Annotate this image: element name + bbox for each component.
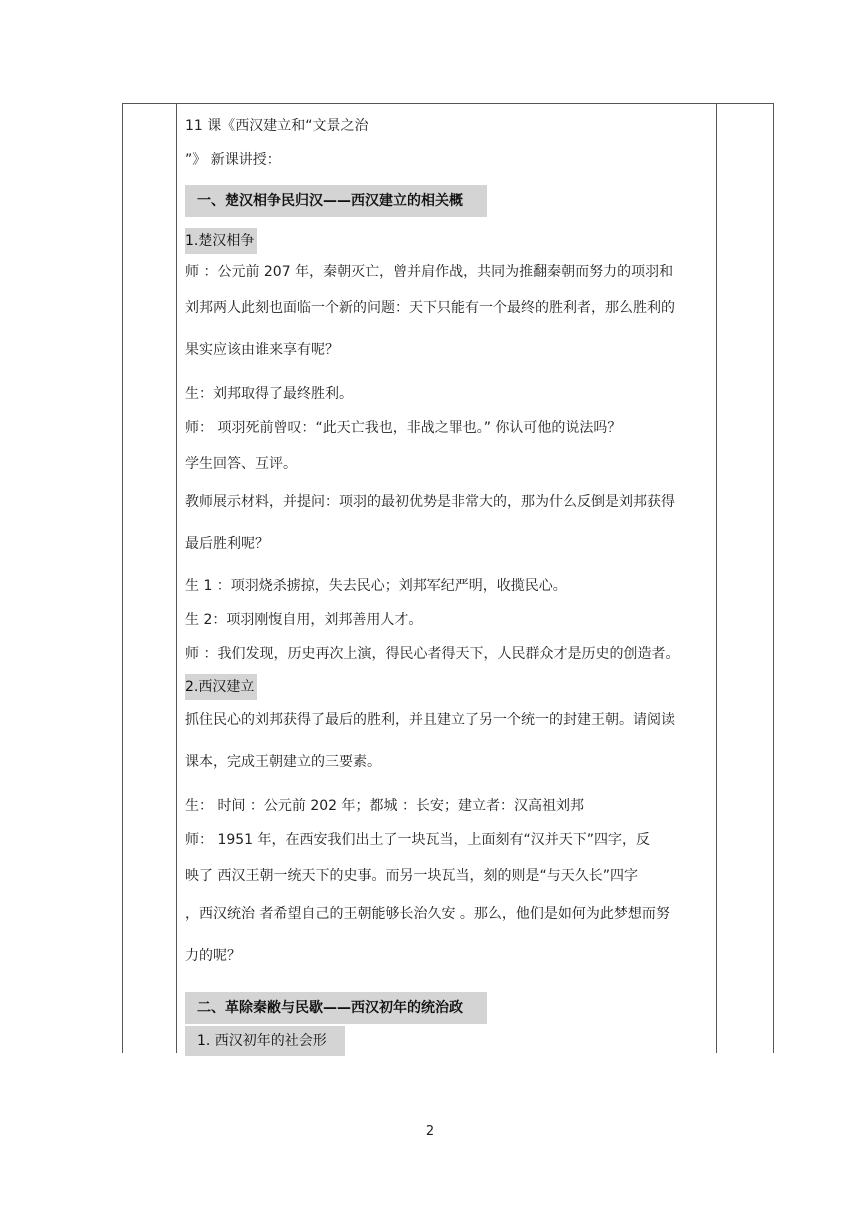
table-left-border xyxy=(122,103,123,1053)
paragraph-line: 课本，完成王朝建立的三要素。 xyxy=(185,754,381,770)
paragraph-line: 师： 1951 年，在西安我们出土了一块瓦当，上面刻有“汉并天下”四字，反 xyxy=(185,832,651,848)
table-right-border xyxy=(773,103,774,1053)
page-number: 2 xyxy=(425,1124,435,1139)
paragraph-line: 抓住民心的刘邦获得了最后的胜利，并且建立了另一个统一的封建王朝。请阅读 xyxy=(185,712,675,728)
paragraph-line: 生： 时间 ：公元前 202 年；都城 ：长安；建立者：汉高祖刘邦 xyxy=(185,798,584,814)
paragraph-line: 师 ：我们发现，历史再次上演，得民心者得天下，人民群众才是历史的创造者。 xyxy=(185,646,680,662)
paragraph-line: 生 1 ：项羽烧杀掳掠，失去民心；刘邦军纪严明，收揽民心。 xyxy=(185,578,567,594)
table-top-border xyxy=(122,103,774,104)
paragraph-line: 果实应该由谁来享有呢？ xyxy=(185,342,339,358)
section-heading-1: 一、楚汉相争民归汉——西汉建立的相关概 xyxy=(185,185,487,217)
lesson-title-line-1: 11 课《西汉建立和“文景之治 xyxy=(185,118,369,134)
paragraph-line: 力的呢？ xyxy=(185,948,241,964)
paragraph-line: 刘邦两人此刻也面临一个新的问题：天下只能有一个最终的胜利者，那么胜利的 xyxy=(185,300,675,316)
paragraph-line: 师 ：公元前 207 年，秦朝灭亡，曾并肩作战，共同为推翻秦朝而努力的项羽和 xyxy=(185,264,674,280)
lesson-title-line-2: ”》 新课讲授： xyxy=(185,152,281,168)
paragraph-line: 映了 西汉王朝一统天下的史事。而另一块瓦当，刻的则是“与天久长”四字 xyxy=(185,868,638,884)
paragraph-line: 最后胜利呢？ xyxy=(185,536,269,552)
section-heading-2: 二、革除秦敝与民歇——西汉初年的统治政 xyxy=(185,992,487,1024)
paragraph-line: 生：刘邦取得了最终胜利。 xyxy=(185,386,353,402)
subheading-xi-han-founding: 2.西汉建立 xyxy=(185,674,257,700)
table-column-divider-left xyxy=(176,103,177,1053)
subheading-early-xi-han: 1. 西汉初年的社会形 xyxy=(185,1026,345,1056)
paragraph-line: 师： 项羽死前曾叹：“此天亡我也，非战之罪也。” 你认可他的说法吗？ xyxy=(185,420,622,436)
paragraph-line: 学生回答、互评。 xyxy=(185,456,297,472)
paragraph-line: 生 2：项羽刚愎自用，刘邦善用人才。 xyxy=(185,612,423,628)
table-column-divider-right xyxy=(716,103,717,1053)
paragraph-line: 教师展示材料，并提问：项羽的最初优势是非常大的，那为什么反倒是刘邦获得 xyxy=(185,494,675,510)
paragraph-line: ，西汉统治 者希望自己的王朝能够长治久安 。那么，他们是如何为此梦想而努 xyxy=(185,906,670,922)
subheading-chu-han: 1.楚汉相争 xyxy=(185,228,257,254)
